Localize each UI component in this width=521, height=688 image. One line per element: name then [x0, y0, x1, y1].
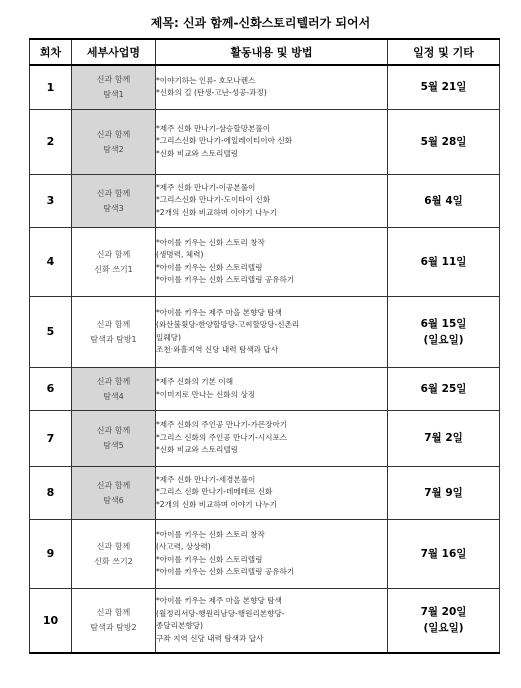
schedule-line: 5월 28일 — [420, 135, 467, 148]
session-number: 1 — [30, 65, 72, 109]
table-row — [30, 410, 500, 466]
activity-line: *아이를 키우는 신화 스토리텔링 — [156, 262, 263, 272]
activity-line: (와산불휫당-한양할망당-고씨할망당-신촌리 — [156, 320, 300, 330]
program-name — [72, 519, 156, 588]
schedule-date — [388, 367, 500, 410]
program-name — [72, 65, 156, 109]
activity-line: *아이를 키우는 신화 스토리 창작 — [156, 237, 265, 247]
schedule-date — [388, 109, 500, 174]
schedule-line: (일요일) — [423, 622, 464, 635]
program-name-line: 탐색1 — [103, 90, 124, 100]
program-name-line: 탐색2 — [103, 144, 124, 154]
schedule-line: 7월 9일 — [424, 486, 463, 499]
activity-list — [156, 174, 388, 227]
schedule-date — [388, 174, 500, 227]
activity-line: *그리스 신화의 주인공 만나기-시시포스 — [156, 432, 288, 442]
activity-line: *이야기하는 인류- 호모나렌스 — [156, 75, 256, 85]
activity-line: (생명력, 체력) — [156, 250, 204, 260]
schedule-line: 6월 4일 — [424, 194, 463, 207]
activity-line: *아이를 키우는 제주 마을 본향당 탐색 — [156, 307, 282, 317]
activity-line: *아이를 키우는 제주 마을 본향당 탐색 — [156, 596, 282, 606]
session-number: 8 — [30, 466, 72, 519]
program-name-line: 신과 함께 — [96, 376, 131, 386]
session-number: 2 — [30, 109, 72, 174]
activity-line: *신화 비교와 스토리텔링 — [156, 445, 238, 455]
schedule-line: 7월 16일 — [420, 547, 467, 560]
program-name-line: 신과 함께 — [96, 249, 131, 259]
header-activities: 활동내용 및 방법 — [156, 39, 388, 65]
program-name — [72, 296, 156, 367]
session-number: 5 — [30, 296, 72, 367]
program-name-line: 신과 함께 — [96, 75, 131, 85]
activity-list — [156, 65, 388, 109]
schedule-table — [29, 38, 500, 654]
program-name-line: 신과 함께 — [96, 426, 131, 435]
activity-line: *제주 신화 만나기-세경본풀이 — [156, 474, 256, 484]
table-row — [30, 588, 500, 653]
schedule-date — [388, 519, 500, 588]
activity-line: 구좌 지역 신당 내력 탐색과 답사 — [156, 633, 264, 643]
activity-list — [156, 296, 388, 367]
activity-line: *아이를 키우는 신화 스토리텔링 — [156, 554, 263, 564]
activity-line: *신화의 길 (탄생-고난-성공-과정) — [156, 88, 267, 98]
program-name-line: 신과 함께 — [96, 129, 131, 139]
activity-line: *신화 비교와 스토리텔링 — [156, 148, 238, 158]
schedule-date — [388, 65, 500, 109]
table-row — [30, 227, 500, 296]
program-name — [72, 588, 156, 653]
schedule-date — [388, 227, 500, 296]
activity-list — [156, 227, 388, 296]
document-title: 제목: 신과 함께-신화스토리텔러가 되어서 — [150, 16, 371, 30]
activity-list — [156, 588, 388, 653]
activity-line: 조천·와흘지역 신당 내력 탐색과 답사 — [156, 344, 279, 354]
program-name — [72, 109, 156, 174]
program-name-line: 탐색5 — [103, 441, 124, 450]
activity-list — [156, 109, 388, 174]
activity-line: 종달리본향당) — [156, 621, 203, 631]
activity-line: 일뤠당) — [156, 332, 181, 342]
session-number: 4 — [30, 227, 72, 296]
program-name — [72, 174, 156, 227]
table-row — [30, 466, 500, 519]
schedule-line: 6월 11일 — [420, 255, 467, 268]
session-number: 9 — [30, 519, 72, 588]
header-session: 회차 — [30, 39, 72, 65]
schedule-date — [388, 588, 500, 653]
program-name — [72, 466, 156, 519]
activity-line: *제주 신화의 주인공 만나기-가믄장아기 — [156, 420, 288, 430]
table-row — [30, 174, 500, 227]
program-name-line: 탐색과 탐방2 — [90, 623, 137, 633]
program-name-line: 신과 함께 — [96, 188, 131, 198]
activity-line: *2개의 신화 비교하며 이야기 나누기 — [156, 499, 277, 509]
table-row — [30, 65, 500, 109]
activity-line: *2개의 신화 비교하며 이야기 나누기 — [156, 207, 277, 217]
program-name-line: 신과 함께 — [96, 541, 131, 551]
program-name-line: 신화 쓰기1 — [94, 264, 133, 274]
activity-line: (월정리서당-행원리남당-행원리본향당- — [156, 608, 285, 618]
program-name — [72, 410, 156, 466]
program-name-line: 탐색3 — [103, 203, 124, 213]
activity-line: *이미지로 만나는 신화의 상징 — [156, 389, 256, 399]
activity-line: *제주 신화의 기본 이해 — [156, 377, 234, 387]
session-number: 3 — [30, 174, 72, 227]
activity-line: *그리스신화 만나기-에일레이티이아 신화 — [156, 136, 293, 146]
table-row — [30, 519, 500, 588]
program-name — [72, 227, 156, 296]
schedule-date — [388, 466, 500, 519]
schedule-line: 7월 2일 — [424, 432, 463, 444]
program-name-line: 신과 함께 — [96, 319, 131, 329]
program-name-line: 신과 함께 — [96, 480, 131, 490]
session-number: 7 — [30, 410, 72, 466]
schedule-line: 5월 21일 — [420, 81, 467, 94]
table-header-row — [30, 39, 500, 65]
table-row — [30, 367, 500, 410]
schedule-line: 6월 25일 — [420, 382, 467, 395]
activity-list — [156, 466, 388, 519]
activity-line: *아이를 키우는 신화 스토리텔링 공유하기 — [156, 274, 295, 284]
schedule-line: 7월 20일 — [420, 606, 467, 619]
schedule-line: (일요일) — [423, 333, 464, 346]
program-name-line: 탐색과 탐방1 — [90, 334, 137, 344]
table-row — [30, 296, 500, 367]
activity-line: *아이를 키우는 신화 스토리텔링 공유하기 — [156, 566, 295, 576]
activity-line: *아이를 키우는 신화 스토리 창작 — [156, 529, 265, 539]
table-row — [30, 109, 500, 174]
schedule-line: 6월 15일 — [420, 317, 467, 330]
activity-list — [156, 410, 388, 466]
activity-list — [156, 519, 388, 588]
activity-line: *제주 신화 만나기-이공본풀이 — [156, 182, 256, 192]
session-number: 6 — [30, 367, 72, 410]
header-program: 세부사업명 — [72, 39, 156, 65]
activity-line: *그리스신화 만나기-도이타이 신화 — [156, 195, 271, 205]
table-body — [30, 65, 500, 653]
program-name-line: 신화 쓰기2 — [94, 556, 133, 566]
schedule-date — [388, 410, 500, 466]
activity-list — [156, 367, 388, 410]
activity-line: *제주 신화 만나기-삼승할망본풀이 — [156, 123, 271, 133]
program-name-line: 신과 함께 — [96, 608, 131, 618]
program-name — [72, 367, 156, 410]
header-schedule: 일정 및 기타 — [388, 39, 500, 65]
program-name-line: 탐색6 — [103, 495, 124, 505]
program-name-line: 탐색4 — [103, 391, 124, 401]
activity-line: *그리스 신화 만나기-데메테르 신화 — [156, 487, 273, 497]
schedule-date — [388, 296, 500, 367]
session-number: 10 — [30, 588, 72, 653]
activity-line: (사고력, 상상력) — [156, 542, 211, 552]
